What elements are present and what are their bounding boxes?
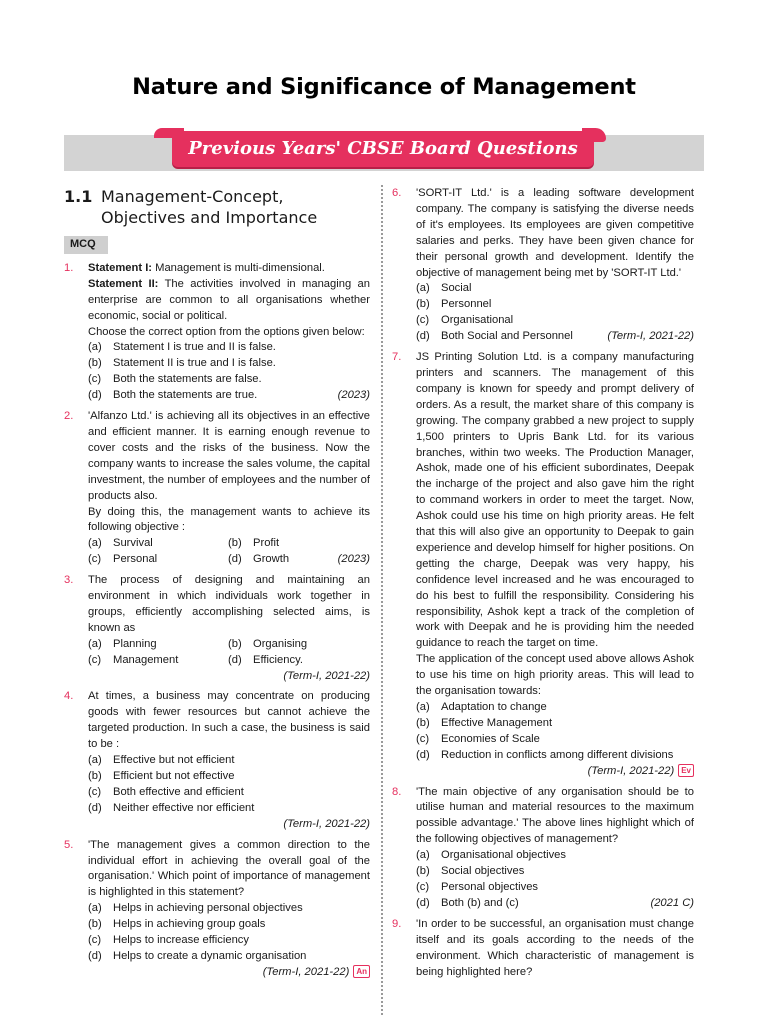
section-number: 1.1 — [64, 187, 93, 206]
question-reference: (2023) — [337, 553, 370, 566]
option-text: Organisational objectives — [441, 849, 566, 862]
option-text: Effective Management — [441, 716, 553, 729]
question-text-run: 'SORT-IT Ltd.' is a leading software development company. The company is satisfying the diverse needs of it's employees. Its employees are given competitive salaries and perks. They have been given chance for their personal growth and development. Identify the objective of management being met by 'SORT-IT Ltd.' — [416, 187, 694, 279]
option-text: Adaptation to change — [441, 701, 547, 713]
option-item — [228, 552, 370, 568]
option-item — [228, 637, 370, 653]
question-text — [88, 838, 370, 902]
question-list-right — [392, 186, 694, 980]
question-body — [416, 917, 694, 981]
option-item — [88, 949, 370, 965]
question-body — [88, 409, 370, 568]
option-letter: (d) — [228, 553, 242, 566]
question-body — [416, 785, 694, 912]
banner-title: Previous Years' CBSE Board Questions — [188, 138, 578, 159]
option-text: Helps to increase efficiency — [113, 934, 249, 947]
question-text-run: 'Alfanzo Ltd.' is achieving all its objectives in an effective and efficient manner. It is earning enough revenue to cover costs and the risks of the business. Now the company wants to increase the sales volume, the capital investment, the number of employees and the number of products also. — [88, 410, 370, 502]
question-item — [64, 838, 370, 981]
option-item — [416, 848, 694, 864]
question-number: 2. — [64, 410, 74, 423]
question-item — [64, 261, 370, 404]
option-text: Effective but not efficient — [113, 754, 235, 767]
option-letter: (d) — [88, 949, 102, 962]
question-text-run: The process of designing and maintaining an environment in which individuals work together in groups, efficiently accomplishing selected aims, is known as — [88, 574, 370, 634]
question-reference-line — [88, 817, 370, 833]
option-letter: (c) — [88, 553, 102, 566]
option-letter: (c) — [416, 314, 430, 327]
option-item — [88, 901, 370, 917]
question-body — [88, 261, 370, 404]
difficulty-badge: An — [353, 965, 370, 978]
option-item — [88, 536, 228, 552]
section-heading — [64, 186, 370, 228]
option-text: Personal objectives — [441, 880, 539, 893]
option-grid — [88, 536, 370, 568]
option-item — [416, 297, 694, 313]
option-item — [416, 748, 694, 764]
option-text: Both effective and efficient — [113, 785, 244, 798]
column-divider — [381, 185, 383, 1015]
option-text: Reduction in conflicts among different divisions — [441, 748, 674, 761]
question-item — [64, 689, 370, 832]
option-item — [416, 313, 694, 329]
option-letter: (d) — [88, 389, 102, 402]
option-grid — [88, 637, 370, 669]
option-letter: (c) — [88, 934, 102, 947]
option-text: Growth — [253, 553, 290, 566]
question-text — [88, 277, 370, 325]
option-item — [88, 933, 370, 949]
option-item — [88, 552, 228, 568]
option-item — [416, 864, 694, 880]
question-number: 7. — [392, 351, 402, 364]
question-body — [416, 186, 694, 345]
question-text — [88, 505, 370, 537]
question-reference-line — [88, 669, 370, 685]
question-body — [88, 838, 370, 981]
option-text: Helps in achieving group goals — [113, 918, 266, 931]
option-item — [88, 372, 370, 388]
option-item — [88, 769, 370, 785]
option-item — [416, 732, 694, 748]
question-text-run: 'The management gives a common direction to the individual effort in achieving the overall goal of the organisation.' Which point of importance of management is highlighted in this statement? — [88, 838, 370, 899]
option-text: Economies of Scale — [441, 732, 540, 745]
question-reference: (Term-I, 2021-22) — [587, 764, 675, 777]
option-item — [88, 653, 228, 669]
option-letter: (c) — [416, 880, 430, 893]
section-title: Management-Concept, Objectives and Importance — [101, 187, 318, 227]
option-text: Helps in achieving personal objectives — [113, 902, 303, 915]
option-letter: (b) — [416, 716, 430, 729]
question-reference: (Term-I, 2021-22) — [262, 965, 350, 978]
left-column — [64, 186, 370, 986]
question-text-run: Management is multi-dimensional. — [152, 261, 325, 274]
question-number: 9. — [392, 917, 402, 930]
option-text: Management — [113, 653, 179, 666]
question-text-run: 'The main objective of any organisation should be to utilise human and material resources to the maximum possible advantage.' The above lines highlight which of the following objectives of management? — [416, 785, 694, 846]
question-item — [392, 917, 694, 981]
question-text — [416, 350, 694, 652]
option-text: Efficiency. — [253, 653, 303, 666]
question-text — [416, 186, 694, 281]
option-letter: (a) — [416, 849, 430, 862]
option-letter: (b) — [228, 637, 242, 650]
option-letter: (d) — [416, 896, 430, 909]
question-number: 4. — [64, 690, 74, 703]
question-reference: (2021 C) — [650, 896, 694, 909]
option-text: Organising — [253, 637, 308, 650]
option-text: Efficient but not effective — [113, 770, 235, 782]
option-text: Both the statements are false. — [113, 373, 262, 386]
question-number: 8. — [392, 785, 402, 798]
question-text — [88, 573, 370, 637]
option-item — [88, 917, 370, 933]
option-letter: (d) — [228, 653, 242, 666]
option-text: Neither effective nor efficient — [113, 801, 255, 814]
question-text-run: JS Printing Solution Ltd. is a company manufacturing printers and scanners. The management of this company is known for speedy and prompt delivery of orders. As a result, the market share of this company is growing. The company grabbed a new project to supply 1,500 printers to Upris Bank Ltd. for its various branches, within two weeks. The Production Manager, Ashok, made one of his efficient subordinates, Deepak the incharge of the project and also gave him the right to command workers in order to meet the target. Now, Ashok could use his time on high priority areas. He felt that this will also give an opportunity to Deepak to gain experience and develop himself for higher positions. On getting the charge, Deepak was very happy, his confidence level increased and he was encouraged to do his best to fulfill the responsibility. Considering his responsibility, Ashok kept a track of the completion of work with Deepak and he is providing him the needed guidance to reach the target on time. — [416, 351, 694, 650]
question-body — [88, 573, 370, 684]
option-item — [228, 653, 370, 669]
option-text: Personal — [113, 553, 158, 566]
option-item — [416, 700, 694, 716]
option-text: Survival — [113, 537, 153, 550]
question-reference-line — [88, 965, 370, 981]
mcq-tag: MCQ — [64, 236, 108, 254]
option-item — [416, 281, 694, 297]
option-letter: (a) — [88, 902, 102, 915]
option-item — [416, 329, 694, 345]
question-text — [88, 409, 370, 504]
question-number: 6. — [392, 187, 402, 199]
option-item — [416, 716, 694, 732]
difficulty-badge: Ev — [678, 764, 694, 777]
option-text: Organisational — [441, 314, 514, 327]
option-item — [416, 896, 694, 912]
option-letter: (c) — [88, 653, 102, 666]
option-letter: (d) — [416, 748, 430, 761]
option-item — [228, 536, 370, 552]
option-letter: (b) — [88, 357, 102, 370]
option-item — [88, 637, 228, 653]
option-letter: (a) — [416, 701, 430, 713]
question-reference-line — [416, 764, 694, 780]
question-reference: (2023) — [337, 389, 370, 402]
question-text — [416, 785, 694, 849]
question-body — [416, 350, 694, 779]
statement-label: Statement I: — [88, 261, 153, 274]
page-title: Nature and Significance of Management — [132, 74, 636, 100]
question-item — [64, 573, 370, 684]
option-letter: (b) — [228, 537, 242, 550]
question-item — [392, 350, 694, 779]
question-text-run: At times, a business may concentrate on producing goods with fewer resources but cannot achieve the targeted production. In such a case, the business is said to be : — [88, 690, 370, 751]
option-item — [88, 785, 370, 801]
option-letter: (a) — [88, 537, 102, 550]
option-text: Profit — [253, 537, 280, 550]
option-letter: (b) — [88, 918, 102, 931]
option-letter: (a) — [88, 637, 102, 650]
question-text — [88, 325, 370, 341]
option-letter: (a) — [88, 754, 102, 767]
option-letter: (a) — [416, 282, 430, 295]
question-text-run: Choose the correct option from the options given below: — [88, 325, 365, 338]
option-letter: (c) — [88, 785, 102, 798]
option-text: Social — [441, 282, 472, 295]
option-item — [88, 388, 370, 404]
option-text: Social objectives — [441, 865, 525, 878]
question-reference: (Term-I, 2021-22) — [283, 817, 370, 830]
question-text-run: The application of the concept used above allows Ashok to use his time on high priority areas. This will lead to the organisation towards: — [416, 653, 695, 698]
option-item — [88, 340, 370, 356]
option-letter: (b) — [416, 298, 430, 311]
option-letter: (b) — [416, 865, 430, 878]
question-text-run: 'In order to be successful, an organisation must change itself and its goals according to the needs of the environment. Which characteristic of management is being highlighted here? — [416, 917, 694, 978]
option-item — [416, 880, 694, 896]
option-text: Personnel — [441, 298, 492, 311]
option-letter: (a) — [88, 341, 102, 354]
option-text: Planning — [113, 637, 157, 650]
option-item — [88, 356, 370, 372]
question-text-run: The activities involved in managing an enterprise are common to all organisations whether economic, social or political. — [88, 277, 370, 322]
question-text — [416, 652, 694, 700]
option-letter: (c) — [88, 373, 102, 386]
right-column — [392, 186, 694, 985]
question-reference: (Term-I, 2021-22) — [283, 669, 370, 682]
option-letter: (b) — [88, 770, 102, 782]
option-text: Statement I is true and II is false. — [113, 341, 276, 354]
question-reference: (Term-I, 2021-22) — [607, 330, 694, 343]
option-letter: (c) — [416, 732, 430, 745]
option-item — [88, 753, 370, 769]
option-text: Helps to create a dynamic organisation — [113, 949, 307, 962]
option-letter: (d) — [88, 801, 102, 814]
question-text — [416, 917, 694, 981]
option-item — [88, 801, 370, 817]
statement-label: Statement II: — [88, 277, 159, 290]
question-text — [88, 689, 370, 753]
question-text — [88, 261, 370, 277]
question-body — [88, 689, 370, 832]
question-item — [64, 409, 370, 568]
question-item — [392, 785, 694, 912]
option-text: Statement II is true and I is false. — [113, 357, 276, 370]
option-text: Both Social and Personnel — [441, 330, 573, 343]
option-letter: (d) — [416, 330, 430, 343]
question-number: 1. — [64, 261, 74, 274]
question-number: 5. — [64, 838, 74, 851]
question-list-left — [64, 261, 370, 981]
option-text: Both the statements are true. — [113, 389, 258, 402]
option-text: Both (b) and (c) — [441, 896, 519, 909]
question-item — [392, 186, 694, 345]
question-number: 3. — [64, 574, 74, 587]
question-text-run: By doing this, the management wants to achieve its following objective : — [88, 505, 370, 534]
